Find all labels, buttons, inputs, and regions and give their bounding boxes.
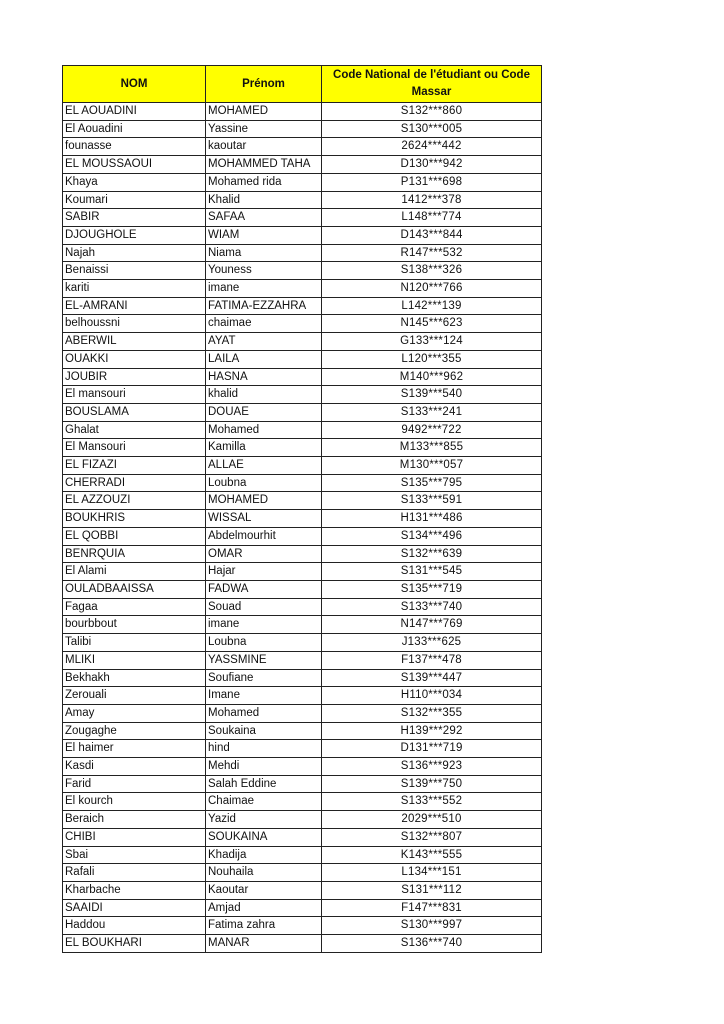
table-row <box>63 280 542 298</box>
cell-nom: BOUKHRIS <box>63 510 206 528</box>
table-row <box>63 740 542 758</box>
cell-prenom: DOUAE <box>206 403 322 421</box>
cell-prenom: Khalid <box>206 191 322 209</box>
table-row <box>63 598 542 616</box>
cell-nom: Najah <box>63 244 206 262</box>
cell-nom: Zougaghe <box>63 722 206 740</box>
cell-code: S132***860 <box>322 103 542 121</box>
cell-prenom: Nouhaila <box>206 864 322 882</box>
cell-nom: Bekhakh <box>63 669 206 687</box>
table-row <box>63 580 542 598</box>
cell-code: S139***540 <box>322 386 542 404</box>
cell-prenom: Soukaina <box>206 722 322 740</box>
table-row <box>63 386 542 404</box>
cell-code: 9492***722 <box>322 421 542 439</box>
table-row <box>63 421 542 439</box>
table-row <box>63 864 542 882</box>
cell-nom: Khaya <box>63 173 206 191</box>
cell-prenom: chaimae <box>206 315 322 333</box>
table-row <box>63 828 542 846</box>
header-code: Code National de l'étudiant ou Code Massar <box>322 66 542 103</box>
cell-nom: CHERRADI <box>63 474 206 492</box>
cell-code: L148***774 <box>322 209 542 227</box>
cell-code: M130***057 <box>322 457 542 475</box>
cell-nom: Rafali <box>63 864 206 882</box>
cell-nom: Amay <box>63 704 206 722</box>
table-row <box>63 492 542 510</box>
table-row <box>63 811 542 829</box>
cell-prenom: SAFAA <box>206 209 322 227</box>
cell-code: S138***326 <box>322 262 542 280</box>
table-row <box>63 103 542 121</box>
cell-nom: El kourch <box>63 793 206 811</box>
cell-code: N145***623 <box>322 315 542 333</box>
cell-prenom: Yassine <box>206 120 322 138</box>
cell-prenom: Salah Eddine <box>206 775 322 793</box>
cell-nom: bourbbout <box>63 616 206 634</box>
cell-nom: kariti <box>63 280 206 298</box>
cell-prenom: WIAM <box>206 226 322 244</box>
cell-code: S135***795 <box>322 474 542 492</box>
cell-prenom: AYAT <box>206 333 322 351</box>
table-row <box>63 616 542 634</box>
table-row <box>63 510 542 528</box>
cell-nom: SAAIDI <box>63 899 206 917</box>
table-row <box>63 793 542 811</box>
cell-prenom: HASNA <box>206 368 322 386</box>
cell-nom: Haddou <box>63 917 206 935</box>
table-row <box>63 775 542 793</box>
cell-code: S136***923 <box>322 758 542 776</box>
table-row <box>63 315 542 333</box>
cell-nom: Zerouali <box>63 687 206 705</box>
cell-prenom: WISSAL <box>206 510 322 528</box>
table-body <box>63 103 542 953</box>
cell-code: K143***555 <box>322 846 542 864</box>
cell-code: S134***496 <box>322 527 542 545</box>
table-row <box>63 262 542 280</box>
cell-code: F147***831 <box>322 899 542 917</box>
cell-prenom: Loubna <box>206 474 322 492</box>
cell-prenom: Mohamed <box>206 421 322 439</box>
cell-prenom: SOUKAINA <box>206 828 322 846</box>
cell-code: N120***766 <box>322 280 542 298</box>
cell-nom: Fagaa <box>63 598 206 616</box>
cell-code: D130***942 <box>322 156 542 174</box>
cell-code: S132***355 <box>322 704 542 722</box>
cell-prenom: FATIMA-EZZAHRA <box>206 297 322 315</box>
cell-prenom: hind <box>206 740 322 758</box>
cell-prenom: khalid <box>206 386 322 404</box>
cell-code: S131***112 <box>322 881 542 899</box>
cell-nom: BENRQUIA <box>63 545 206 563</box>
cell-prenom: Mohamed <box>206 704 322 722</box>
cell-nom: EL FIZAZI <box>63 457 206 475</box>
table-row <box>63 368 542 386</box>
cell-nom: El mansouri <box>63 386 206 404</box>
table-row <box>63 722 542 740</box>
header-prenom: Prénom <box>206 66 322 103</box>
table-row <box>63 156 542 174</box>
cell-prenom: Fatima zahra <box>206 917 322 935</box>
cell-prenom: kaoutar <box>206 138 322 156</box>
cell-nom: EL QOBBI <box>63 527 206 545</box>
cell-code: L134***151 <box>322 864 542 882</box>
cell-prenom: FADWA <box>206 580 322 598</box>
table-row <box>63 191 542 209</box>
table-row <box>63 457 542 475</box>
cell-nom: ABERWIL <box>63 333 206 351</box>
cell-prenom: Amjad <box>206 899 322 917</box>
table-row <box>63 669 542 687</box>
cell-prenom: YASSMINE <box>206 651 322 669</box>
cell-nom: SABIR <box>63 209 206 227</box>
cell-prenom: Niama <box>206 244 322 262</box>
cell-prenom: Chaimae <box>206 793 322 811</box>
cell-prenom: Khadija <box>206 846 322 864</box>
table-row <box>63 474 542 492</box>
table-row <box>63 846 542 864</box>
cell-code: 2624***442 <box>322 138 542 156</box>
table-row <box>63 917 542 935</box>
cell-prenom: MOHAMED <box>206 492 322 510</box>
cell-nom: El haimer <box>63 740 206 758</box>
table-row <box>63 138 542 156</box>
table-row <box>63 935 542 953</box>
table-row <box>63 704 542 722</box>
cell-code: M140***962 <box>322 368 542 386</box>
table-row <box>63 173 542 191</box>
cell-nom: Kasdi <box>63 758 206 776</box>
cell-code: M133***855 <box>322 439 542 457</box>
table-row <box>63 333 542 351</box>
cell-code: 1412***378 <box>322 191 542 209</box>
table-row <box>63 350 542 368</box>
cell-code: S132***639 <box>322 545 542 563</box>
cell-nom: founasse <box>63 138 206 156</box>
cell-nom: Sbai <box>63 846 206 864</box>
cell-prenom: Soufiane <box>206 669 322 687</box>
table-row <box>63 634 542 652</box>
cell-nom: Benaissi <box>63 262 206 280</box>
table-row <box>63 120 542 138</box>
cell-nom: MLIKI <box>63 651 206 669</box>
cell-nom: El Mansouri <box>63 439 206 457</box>
cell-prenom: Imane <box>206 687 322 705</box>
cell-prenom: Mohamed rida <box>206 173 322 191</box>
cell-prenom: MANAR <box>206 935 322 953</box>
cell-nom: EL-AMRANI <box>63 297 206 315</box>
cell-code: S139***750 <box>322 775 542 793</box>
cell-code: H131***486 <box>322 510 542 528</box>
table-row <box>63 226 542 244</box>
cell-prenom: Mehdi <box>206 758 322 776</box>
student-list-table <box>62 65 542 953</box>
cell-prenom: Souad <box>206 598 322 616</box>
cell-code: S133***241 <box>322 403 542 421</box>
cell-code: L120***355 <box>322 350 542 368</box>
table-row <box>63 244 542 262</box>
cell-nom: Beraich <box>63 811 206 829</box>
table-row <box>63 881 542 899</box>
cell-prenom: Abdelmourhit <box>206 527 322 545</box>
cell-nom: OUAKKI <box>63 350 206 368</box>
cell-prenom: Kamilla <box>206 439 322 457</box>
cell-code: S130***005 <box>322 120 542 138</box>
header-nom: NOM <box>63 66 206 103</box>
cell-nom: EL MOUSSAOUI <box>63 156 206 174</box>
cell-code: S133***740 <box>322 598 542 616</box>
cell-code: P131***698 <box>322 173 542 191</box>
cell-nom: Koumari <box>63 191 206 209</box>
cell-nom: OULADBAAISSA <box>63 580 206 598</box>
cell-code: S139***447 <box>322 669 542 687</box>
cell-nom: EL BOUKHARI <box>63 935 206 953</box>
cell-prenom: imane <box>206 616 322 634</box>
cell-nom: Ghalat <box>63 421 206 439</box>
cell-nom: EL AZZOUZI <box>63 492 206 510</box>
cell-prenom: imane <box>206 280 322 298</box>
cell-prenom: Yazid <box>206 811 322 829</box>
table-row <box>63 687 542 705</box>
cell-nom: Kharbache <box>63 881 206 899</box>
table-row <box>63 651 542 669</box>
cell-code: D131***719 <box>322 740 542 758</box>
cell-prenom: Youness <box>206 262 322 280</box>
table-row <box>63 209 542 227</box>
table-header-row <box>63 66 542 103</box>
cell-nom: Farid <box>63 775 206 793</box>
cell-nom: Talibi <box>63 634 206 652</box>
cell-code: S130***997 <box>322 917 542 935</box>
cell-prenom: OMAR <box>206 545 322 563</box>
cell-prenom: LAILA <box>206 350 322 368</box>
table-row <box>63 545 542 563</box>
cell-prenom: Loubna <box>206 634 322 652</box>
cell-code: S135***719 <box>322 580 542 598</box>
cell-code: S136***740 <box>322 935 542 953</box>
cell-code: N147***769 <box>322 616 542 634</box>
table-row <box>63 527 542 545</box>
table-row <box>63 439 542 457</box>
cell-prenom: MOHAMMED TAHA <box>206 156 322 174</box>
cell-code: J133***625 <box>322 634 542 652</box>
table-row <box>63 403 542 421</box>
cell-prenom: Kaoutar <box>206 881 322 899</box>
cell-nom: EL AOUADINI <box>63 103 206 121</box>
cell-code: F137***478 <box>322 651 542 669</box>
cell-nom: BOUSLAMA <box>63 403 206 421</box>
table-row <box>63 758 542 776</box>
cell-code: R147***532 <box>322 244 542 262</box>
cell-prenom: MOHAMED <box>206 103 322 121</box>
table-row <box>63 563 542 581</box>
cell-prenom: ALLAE <box>206 457 322 475</box>
cell-nom: DJOUGHOLE <box>63 226 206 244</box>
cell-code: D143***844 <box>322 226 542 244</box>
cell-code: S131***545 <box>322 563 542 581</box>
cell-code: S133***591 <box>322 492 542 510</box>
cell-code: H110***034 <box>322 687 542 705</box>
cell-code: S132***807 <box>322 828 542 846</box>
table-row <box>63 899 542 917</box>
cell-prenom: Hajar <box>206 563 322 581</box>
cell-nom: JOUBIR <box>63 368 206 386</box>
cell-code: S133***552 <box>322 793 542 811</box>
cell-code: L142***139 <box>322 297 542 315</box>
cell-nom: El Alami <box>63 563 206 581</box>
cell-code: G133***124 <box>322 333 542 351</box>
cell-nom: CHIBI <box>63 828 206 846</box>
cell-nom: belhoussni <box>63 315 206 333</box>
cell-code: 2029***510 <box>322 811 542 829</box>
cell-code: H139***292 <box>322 722 542 740</box>
table-row <box>63 297 542 315</box>
cell-nom: El Aouadini <box>63 120 206 138</box>
